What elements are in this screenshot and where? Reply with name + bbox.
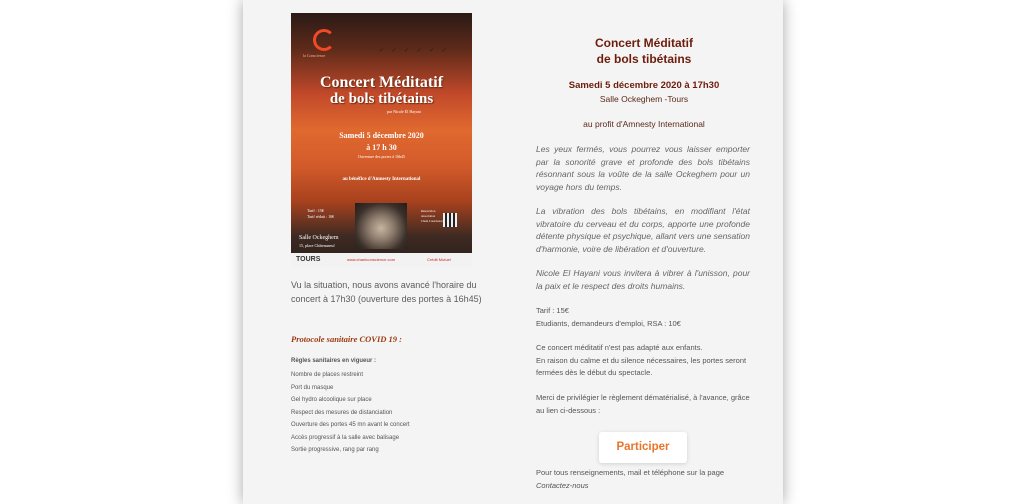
rule-item: Nombre de places restreint: [291, 372, 364, 378]
contact-text: Pour tous renseignements, mail et téléphone sur la page: [536, 468, 725, 477]
contact-link[interactable]: Contactez-nous: [536, 480, 589, 490]
poster-author: par Nicole El Hayani: [387, 109, 421, 114]
poster-salle-address: 15, place Châteauneuf: [299, 243, 335, 248]
rules-heading: Règles sanitaires en vigueur :: [291, 358, 377, 364]
covid-protocol-title: Protocole sanitaire COVID 19 :: [291, 334, 402, 344]
tours-logo: TOURS: [296, 256, 321, 263]
poster-date: Samedi 5 décembre 2020: [339, 131, 424, 140]
poster-info-line1: Réservation: [421, 209, 436, 213]
notice-doors: En raison du calme et du silence nécessaires, les portes seront fermées dès le début du spectacle.: [536, 355, 747, 377]
poster-url: www.chantconscience.com: [347, 257, 396, 262]
sanitary-rules-list: [291, 358, 410, 457]
page-card: [243, 0, 783, 504]
credit-mutuel-logo: Crédit Mutuel: [427, 257, 451, 262]
poster-doors: Ouverture des portes à 16h45: [357, 154, 406, 159]
poster-tarif: [307, 208, 334, 220]
poster-salle: [299, 235, 339, 249]
poster-salle-name: Salle Ockeghem: [299, 235, 339, 241]
birds-icon: ✓ ✓ ✓ ✓ ✓ ✓: [379, 48, 450, 54]
price-reduced: Etudiants, demandeurs d'emploi, RSA : 10€: [536, 318, 681, 328]
schedule-notice: Vu la situation, nous avons avancé l'horaire du concert à 17h30 (ouverture des portes à 16h45): [291, 280, 482, 304]
poster-sponsor-strip: [291, 253, 472, 267]
pricing: [536, 305, 752, 330]
poster-logo-text: la Conscience: [303, 53, 326, 58]
description-paragraph-3: Nicole El Hayani vous invitera à vibrer à l'unisson, pour la paix et le respect des droits humains.: [536, 268, 750, 291]
rule-item: Sortie progressive, rang par rang: [291, 447, 379, 453]
price-full: Tarif : 15€: [536, 306, 569, 315]
description-paragraph-2: La vibration des bols tibétains, en modifiant l'état vibratoire du cerveau et du corps, apporte une profonde détente physique et psychique, allant vers une sensation d'harmonie, voire de libération et d'ouverture.: [536, 206, 750, 254]
event-venue: Salle Ockeghem -Tours: [599, 94, 689, 104]
event-date: Samedi 5 décembre 2020 à 17h30: [568, 80, 720, 91]
poster-title-line2: de bols tibétains: [329, 91, 434, 107]
poster-tarif-full: Tarif : 15€: [307, 208, 324, 213]
qr-code-icon: [443, 213, 457, 227]
rule-item: Respect des mesures de distanciation: [291, 409, 393, 416]
tibetan-bowl-photo: [355, 203, 407, 249]
notice-children: Ce concert méditatif n'est pas adapté aux enfants.: [536, 343, 703, 352]
poster-benefit: au bénéfice d'Amnesty International: [342, 177, 421, 182]
contact-info: [536, 467, 752, 492]
poster-tarif-reduced: Tarif réduit : 10€: [307, 214, 335, 219]
chant-conscience-logo-icon: [313, 29, 335, 51]
description-paragraph-1: Les yeux fermés, vous pourrez vous laisser emporter par la sonorité grave et profonde des bols tibétains résonnant sous la voûte de la salle Ockeghem pour un voyage hors du temps.: [536, 144, 750, 192]
poster-info: [421, 209, 443, 224]
payment-notice: Merci de privilégier le règlement dématérialisé, à l'avance, grâce au lien ci-dessous :: [536, 393, 750, 415]
poster-hour: à 17 h 30: [366, 143, 397, 152]
event-title: [536, 35, 752, 67]
rule-item: Port du masque: [291, 384, 334, 391]
concert-poster-image[interactable]: [291, 13, 472, 267]
rule-item: Gel hydro alcoolique sur place: [291, 397, 372, 403]
event-title-line1: Concert Méditatif: [594, 36, 693, 50]
poster-info-line2: Association: [421, 214, 436, 218]
poster-title-line1: Concert Méditatif: [319, 74, 444, 91]
participer-button[interactable]: Participer: [599, 432, 687, 463]
rule-item: Ouverture des portes 45 mn avant le concert: [291, 422, 410, 428]
event-title-line2: de bols tibétains: [596, 52, 692, 66]
event-notices: [536, 342, 752, 380]
event-beneficiary: au profit d'Amnesty International: [583, 119, 705, 129]
poster-info-line3: Chant Conscience: [421, 219, 443, 223]
rule-item: Accès progressif à la salle avec balisage: [291, 434, 400, 441]
